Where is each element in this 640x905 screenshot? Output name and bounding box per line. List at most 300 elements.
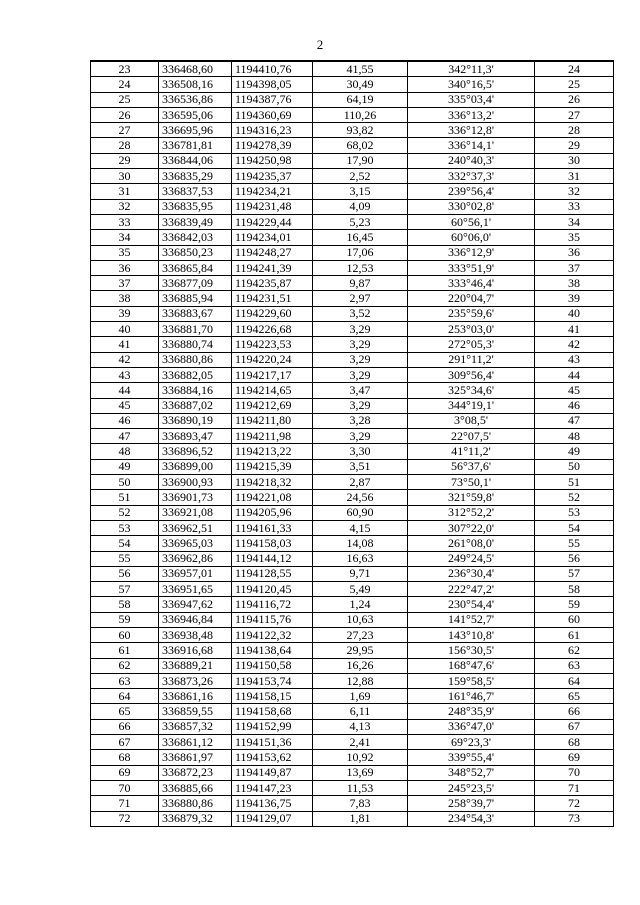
table-row [91,475,614,490]
x-coordinate-cell: 336835,95 [159,199,232,214]
point-number-cell: 65 [91,704,159,719]
y-coordinate-cell: 1194278,39 [232,138,313,153]
x-coordinate-cell: 336889,21 [159,658,232,673]
direction-angle-cell: 339°55,4' [408,750,535,765]
next-point-cell: 60 [535,612,614,627]
next-point-cell: 48 [535,429,614,444]
point-number-cell: 38 [91,291,159,306]
point-number-cell: 34 [91,230,159,245]
next-point-cell: 28 [535,123,614,138]
table-row [91,566,614,581]
x-coordinate-cell: 336947,62 [159,597,232,612]
point-number-cell: 72 [91,811,159,826]
next-point-cell: 36 [535,245,614,260]
y-coordinate-cell: 1194410,76 [232,61,313,77]
y-coordinate-cell: 1194115,76 [232,612,313,627]
x-coordinate-cell: 336965,03 [159,536,232,551]
length-cell: 110,26 [313,107,408,122]
length-cell: 3,29 [313,337,408,352]
point-number-cell: 42 [91,352,159,367]
x-coordinate-cell: 336861,16 [159,689,232,704]
length-cell: 16,45 [313,230,408,245]
table-row [91,444,614,459]
y-coordinate-cell: 1194136,75 [232,796,313,811]
x-coordinate-cell: 336595,06 [159,107,232,122]
point-number-cell: 57 [91,582,159,597]
length-cell: 41,55 [313,61,408,77]
table-row [91,429,614,444]
x-coordinate-cell: 336508,16 [159,77,232,92]
direction-angle-cell: 336°13,2' [408,107,535,122]
next-point-cell: 32 [535,184,614,199]
x-coordinate-cell: 336880,74 [159,337,232,352]
direction-angle-cell: 60°56,1' [408,214,535,229]
y-coordinate-cell: 1194138,64 [232,643,313,658]
table-row [91,582,614,597]
next-point-cell: 37 [535,260,614,275]
point-number-cell: 49 [91,459,159,474]
point-number-cell: 56 [91,566,159,581]
y-coordinate-cell: 1194151,36 [232,735,313,750]
point-number-cell: 30 [91,169,159,184]
direction-angle-cell: 258°39,7' [408,796,535,811]
direction-angle-cell: 309°56,4' [408,367,535,382]
next-point-cell: 52 [535,490,614,505]
table-row [91,658,614,673]
length-cell: 17,90 [313,153,408,168]
y-coordinate-cell: 1194235,87 [232,276,313,291]
y-coordinate-cell: 1194211,98 [232,429,313,444]
table-row [91,199,614,214]
direction-angle-cell: 239°56,4' [408,184,535,199]
direction-angle-cell: 236°30,4' [408,566,535,581]
point-number-cell: 45 [91,398,159,413]
length-cell: 3,52 [313,306,408,321]
length-cell: 13,69 [313,765,408,780]
next-point-cell: 34 [535,214,614,229]
direction-angle-cell: 348°52,7' [408,765,535,780]
x-coordinate-cell: 336882,05 [159,367,232,382]
y-coordinate-cell: 1194212,69 [232,398,313,413]
page-number: 2 [316,37,324,52]
y-coordinate-cell: 1194158,68 [232,704,313,719]
y-coordinate-cell: 1194229,44 [232,214,313,229]
length-cell: 2,52 [313,169,408,184]
direction-angle-cell: 56°37,6' [408,459,535,474]
y-coordinate-cell: 1194129,07 [232,811,313,826]
x-coordinate-cell: 336899,00 [159,459,232,474]
point-number-cell: 64 [91,689,159,704]
table-row [91,413,614,428]
length-cell: 10,92 [313,750,408,765]
length-cell: 3,29 [313,429,408,444]
length-cell: 29,95 [313,643,408,658]
table-row [91,551,614,566]
point-number-cell: 53 [91,520,159,535]
length-cell: 3,30 [313,444,408,459]
length-cell: 4,09 [313,199,408,214]
table-row [91,306,614,321]
length-cell: 3,29 [313,322,408,337]
x-coordinate-cell: 336872,23 [159,765,232,780]
length-cell: 6,11 [313,704,408,719]
direction-angle-cell: 220°04,7' [408,291,535,306]
point-number-cell: 32 [91,199,159,214]
direction-angle-cell: 22°07,5' [408,429,535,444]
x-coordinate-cell: 336859,55 [159,704,232,719]
next-point-cell: 62 [535,643,614,658]
y-coordinate-cell: 1194241,39 [232,260,313,275]
direction-angle-cell: 248°35,9' [408,704,535,719]
x-coordinate-cell: 336884,16 [159,383,232,398]
point-number-cell: 26 [91,107,159,122]
x-coordinate-cell: 336468,60 [159,61,232,77]
direction-angle-cell: 321°59,8' [408,490,535,505]
next-point-cell: 35 [535,230,614,245]
point-number-cell: 52 [91,505,159,520]
next-point-cell: 27 [535,107,614,122]
point-number-cell: 46 [91,413,159,428]
y-coordinate-cell: 1194234,21 [232,184,313,199]
point-number-cell: 59 [91,612,159,627]
x-coordinate-cell: 336880,86 [159,352,232,367]
length-cell: 2,41 [313,735,408,750]
direction-angle-cell: 235°59,6' [408,306,535,321]
length-cell: 4,13 [313,719,408,734]
y-coordinate-cell: 1194226,68 [232,322,313,337]
direction-angle-cell: 3°08,5' [408,413,535,428]
y-coordinate-cell: 1194153,62 [232,750,313,765]
table-row [91,77,614,92]
table-row [91,245,614,260]
next-point-cell: 63 [535,658,614,673]
next-point-cell: 30 [535,153,614,168]
next-point-cell: 41 [535,322,614,337]
direction-angle-cell: 60°06,0' [408,230,535,245]
direction-angle-cell: 41°11,2' [408,444,535,459]
direction-angle-cell: 336°12,8' [408,123,535,138]
direction-angle-cell: 156°30,5' [408,643,535,658]
length-cell: 11,53 [313,780,408,795]
next-point-cell: 68 [535,735,614,750]
y-coordinate-cell: 1194398,05 [232,77,313,92]
x-coordinate-cell: 336893,47 [159,429,232,444]
point-number-cell: 68 [91,750,159,765]
table-row [91,750,614,765]
point-number-cell: 71 [91,796,159,811]
length-cell: 93,82 [313,123,408,138]
point-number-cell: 61 [91,643,159,658]
next-point-cell: 39 [535,291,614,306]
x-coordinate-cell: 336861,12 [159,735,232,750]
y-coordinate-cell: 1194122,32 [232,627,313,642]
direction-angle-cell: 325°34,6' [408,383,535,398]
direction-angle-cell: 261°08,0' [408,536,535,551]
y-coordinate-cell: 1194213,22 [232,444,313,459]
x-coordinate-cell: 336837,53 [159,184,232,199]
x-coordinate-cell: 336946,84 [159,612,232,627]
point-number-cell: 66 [91,719,159,734]
table-row [91,520,614,535]
next-point-cell: 67 [535,719,614,734]
next-point-cell: 42 [535,337,614,352]
next-point-cell: 24 [535,61,614,77]
x-coordinate-cell: 336883,67 [159,306,232,321]
x-coordinate-cell: 336896,52 [159,444,232,459]
y-coordinate-cell: 1194250,98 [232,153,313,168]
direction-angle-cell: 340°16,5' [408,77,535,92]
direction-angle-cell: 330°02,8' [408,199,535,214]
point-number-cell: 62 [91,658,159,673]
table-row [91,92,614,107]
x-coordinate-cell: 336835,29 [159,169,232,184]
x-coordinate-cell: 336900,93 [159,475,232,490]
table-row [91,291,614,306]
y-coordinate-cell: 1194128,55 [232,566,313,581]
y-coordinate-cell: 1194229,60 [232,306,313,321]
y-coordinate-cell: 1194215,39 [232,459,313,474]
next-point-cell: 64 [535,673,614,688]
length-cell: 30,49 [313,77,408,92]
direction-angle-cell: 230°54,4' [408,597,535,612]
next-point-cell: 26 [535,92,614,107]
y-coordinate-cell: 1194205,96 [232,505,313,520]
point-number-cell: 70 [91,780,159,795]
direction-angle-cell: 291°11,2' [408,352,535,367]
point-number-cell: 25 [91,92,159,107]
point-number-cell: 39 [91,306,159,321]
point-number-cell: 31 [91,184,159,199]
table-row [91,597,614,612]
next-point-cell: 54 [535,520,614,535]
x-coordinate-cell: 336887,02 [159,398,232,413]
point-number-cell: 27 [91,123,159,138]
next-point-cell: 38 [535,276,614,291]
x-coordinate-cell: 336938,48 [159,627,232,642]
length-cell: 12,88 [313,673,408,688]
length-cell: 14,08 [313,536,408,551]
point-number-cell: 37 [91,276,159,291]
point-number-cell: 35 [91,245,159,260]
direction-angle-cell: 141°52,7' [408,612,535,627]
point-number-cell: 43 [91,367,159,382]
x-coordinate-cell: 336962,51 [159,520,232,535]
next-point-cell: 47 [535,413,614,428]
length-cell: 1,24 [313,597,408,612]
y-coordinate-cell: 1194147,23 [232,780,313,795]
next-point-cell: 70 [535,765,614,780]
coordinates-table [90,60,614,827]
y-coordinate-cell: 1194120,45 [232,582,313,597]
length-cell: 1,81 [313,811,408,826]
length-cell: 3,29 [313,367,408,382]
x-coordinate-cell: 336857,32 [159,719,232,734]
x-coordinate-cell: 336901,73 [159,490,232,505]
length-cell: 5,23 [313,214,408,229]
x-coordinate-cell: 336842,03 [159,230,232,245]
direction-angle-cell: 73°50,1' [408,475,535,490]
next-point-cell: 45 [535,383,614,398]
table-row [91,214,614,229]
direction-angle-cell: 336°47,0' [408,719,535,734]
length-cell: 64,19 [313,92,408,107]
next-point-cell: 53 [535,505,614,520]
x-coordinate-cell: 336916,68 [159,643,232,658]
x-coordinate-cell: 336839,49 [159,214,232,229]
point-number-cell: 51 [91,490,159,505]
y-coordinate-cell: 1194161,33 [232,520,313,535]
next-point-cell: 29 [535,138,614,153]
length-cell: 1,69 [313,689,408,704]
x-coordinate-cell: 336885,94 [159,291,232,306]
length-cell: 3,29 [313,398,408,413]
table-row [91,459,614,474]
length-cell: 24,56 [313,490,408,505]
x-coordinate-cell: 336695,96 [159,123,232,138]
y-coordinate-cell: 1194231,51 [232,291,313,306]
y-coordinate-cell: 1194316,23 [232,123,313,138]
next-point-cell: 40 [535,306,614,321]
next-point-cell: 44 [535,367,614,382]
length-cell: 17,06 [313,245,408,260]
direction-angle-cell: 240°40,3' [408,153,535,168]
table-row [91,260,614,275]
next-point-cell: 59 [535,597,614,612]
table-row [91,169,614,184]
y-coordinate-cell: 1194223,53 [232,337,313,352]
length-cell: 3,15 [313,184,408,199]
length-cell: 12,53 [313,260,408,275]
direction-angle-cell: 272°05,3' [408,337,535,352]
table-row [91,123,614,138]
point-number-cell: 60 [91,627,159,642]
length-cell: 3,28 [313,413,408,428]
table-row [91,627,614,642]
table-row [91,138,614,153]
direction-angle-cell: 335°03,4' [408,92,535,107]
point-number-cell: 29 [91,153,159,168]
table-row [91,780,614,795]
table-row [91,643,614,658]
point-number-cell: 69 [91,765,159,780]
table-row [91,505,614,520]
length-cell: 5,49 [313,582,408,597]
y-coordinate-cell: 1194211,80 [232,413,313,428]
length-cell: 3,47 [313,383,408,398]
table-row [91,383,614,398]
table-row [91,704,614,719]
table-row [91,367,614,382]
x-coordinate-cell: 336880,86 [159,796,232,811]
point-number-cell: 33 [91,214,159,229]
direction-angle-cell: 333°51,9' [408,260,535,275]
table-row [91,184,614,199]
direction-angle-cell: 161°46,7' [408,689,535,704]
y-coordinate-cell: 1194153,74 [232,673,313,688]
table-row [91,735,614,750]
point-number-cell: 47 [91,429,159,444]
y-coordinate-cell: 1194387,76 [232,92,313,107]
x-coordinate-cell: 336877,09 [159,276,232,291]
direction-angle-cell: 69°23,3' [408,735,535,750]
direction-angle-cell: 336°12,9' [408,245,535,260]
next-point-cell: 58 [535,582,614,597]
next-point-cell: 50 [535,459,614,474]
next-point-cell: 43 [535,352,614,367]
table-row [91,352,614,367]
coordinates-table-body [91,61,614,826]
y-coordinate-cell: 1194214,65 [232,383,313,398]
direction-angle-cell: 168°47,6' [408,658,535,673]
length-cell: 3,51 [313,459,408,474]
table-row [91,276,614,291]
length-cell: 27,23 [313,627,408,642]
point-number-cell: 58 [91,597,159,612]
y-coordinate-cell: 1194158,15 [232,689,313,704]
table-row [91,796,614,811]
next-point-cell: 31 [535,169,614,184]
direction-angle-cell: 333°46,4' [408,276,535,291]
length-cell: 68,02 [313,138,408,153]
point-number-cell: 50 [91,475,159,490]
y-coordinate-cell: 1194220,24 [232,352,313,367]
x-coordinate-cell: 336890,19 [159,413,232,428]
y-coordinate-cell: 1194231,48 [232,199,313,214]
length-cell: 9,71 [313,566,408,581]
point-number-cell: 24 [91,77,159,92]
y-coordinate-cell: 1194360,69 [232,107,313,122]
length-cell: 9,87 [313,276,408,291]
y-coordinate-cell: 1194150,58 [232,658,313,673]
next-point-cell: 57 [535,566,614,581]
x-coordinate-cell: 336879,32 [159,811,232,826]
table-row [91,398,614,413]
point-number-cell: 36 [91,260,159,275]
x-coordinate-cell: 336881,70 [159,322,232,337]
y-coordinate-cell: 1194221,08 [232,490,313,505]
table-row [91,536,614,551]
next-point-cell: 65 [535,689,614,704]
x-coordinate-cell: 336873,26 [159,673,232,688]
next-point-cell: 69 [535,750,614,765]
length-cell: 16,26 [313,658,408,673]
table-row [91,689,614,704]
next-point-cell: 46 [535,398,614,413]
x-coordinate-cell: 336885,66 [159,780,232,795]
point-number-cell: 28 [91,138,159,153]
table-row [91,153,614,168]
y-coordinate-cell: 1194234,01 [232,230,313,245]
direction-angle-cell: 143°10,8' [408,627,535,642]
table-row [91,490,614,505]
table-row [91,107,614,122]
point-number-cell: 40 [91,322,159,337]
length-cell: 4,15 [313,520,408,535]
table-row [91,811,614,826]
length-cell: 60,90 [313,505,408,520]
direction-angle-cell: 245°23,5' [408,780,535,795]
y-coordinate-cell: 1194235,37 [232,169,313,184]
next-point-cell: 56 [535,551,614,566]
x-coordinate-cell: 336536,86 [159,92,232,107]
length-cell: 10,63 [313,612,408,627]
next-point-cell: 25 [535,77,614,92]
next-point-cell: 71 [535,780,614,795]
x-coordinate-cell: 336951,65 [159,582,232,597]
point-number-cell: 67 [91,735,159,750]
length-cell: 2,97 [313,291,408,306]
table-row [91,719,614,734]
